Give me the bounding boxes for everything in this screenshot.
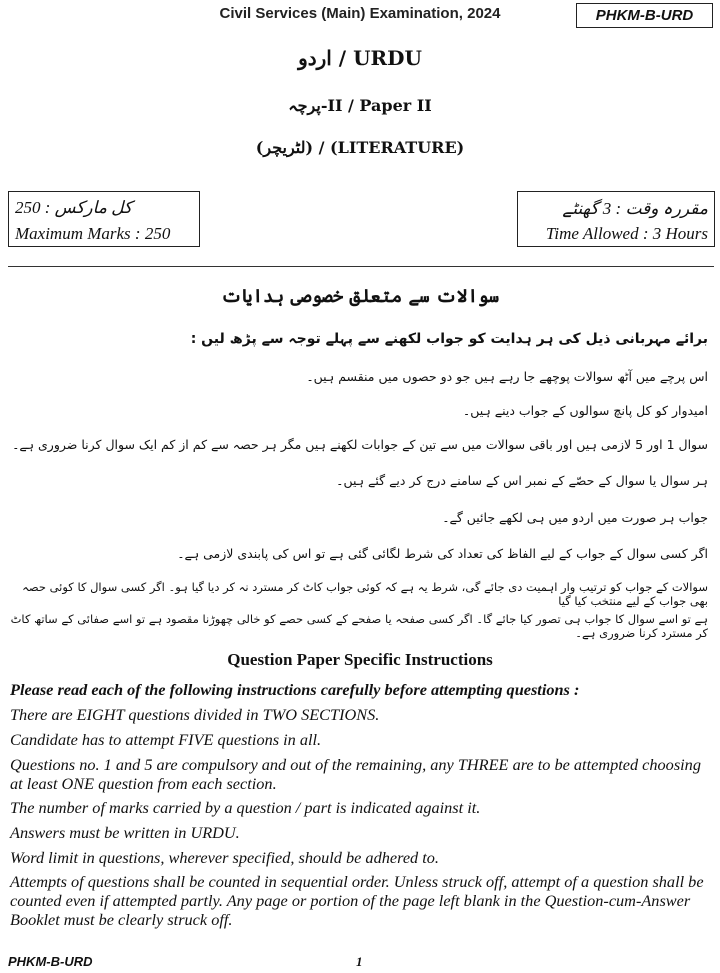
urdu-instruction-line: اگر کسی سوال کے جواب کے لیے الفاظ کی تعداد کی شرط لگائی گئی ہے تو اس کی پابندی لازمی ہے۔ <box>177 546 708 561</box>
urdu-instruction-line: جواب ہر صورت میں اردو میں ہی لکھے جائیں گے۔ <box>442 510 708 525</box>
time-box <box>517 191 715 247</box>
english-instruction-line: Questions no. 1 and 5 are compulsory and out of the remaining, any THREE are to be attempted choosing at least ONE question from each section. <box>10 755 701 793</box>
english-instructions-heading: Question Paper Specific Instructions <box>227 650 493 669</box>
marks-english: Maximum Marks : 250 <box>15 224 171 243</box>
marks-urdu: کل مارکس : 250 <box>15 198 133 217</box>
english-instruction-line: The number of marks carried by a question / part is indicated against it. <box>10 798 481 817</box>
english-instruction-line: Candidate has to attempt FIVE questions in all. <box>10 730 322 749</box>
english-instruction-line: Answers must be written in URDU. <box>10 823 240 842</box>
urdu-instruction-line: ہر سوال یا سوال کے حصّے کے نمبر اس کے سامنے درج کر دیے گئے ہیں۔ <box>336 473 708 488</box>
exam-title: Civil Services (Main) Examination, 2024 <box>219 5 501 22</box>
english-instruction-line: There are EIGHT questions divided in TWO SECTIONS. <box>10 705 380 724</box>
paper-title: پرچہ-II / Paper II <box>288 96 432 115</box>
urdu-instructions-intro: برائے مہربانی ذیل کی ہر ہدایت کو جواب لکھنے سے پہلے توجہ سے پڑھ لیں : <box>190 331 708 347</box>
english-instruction-line: Word limit in questions, wherever specified, should be adhered to. <box>10 848 439 867</box>
urdu-instruction-line: ہے تو اسے سوال کا جواب ہی تصور کیا جائے گا۔ اگر کسی صفحہ یا صفحے کے کسی حصے کو خالی چھوڑنا مقصود ہے تو اسے صفائی کے ساتھ کاٹ کر مسترد کرنا ضروری ہے۔ <box>10 612 708 640</box>
urdu-instruction-line: امیدوار کو کل پانچ سوالوں کے جواب دینے ہیں۔ <box>462 403 708 418</box>
paper-code-box: PHKM-B-URD <box>576 3 713 28</box>
section-title: (لٹریچر) / (LITERATURE) <box>255 138 465 157</box>
urdu-instruction-line: سوالات کے جواب کو ترتیب وار اہمیت دی جائے گی، شرط یہ ہے کہ کوئی جواب کاٹ کر مسترد نہ کر دیا گیا ہو۔ اگر کسی سوال کا کوئی حصہ بھی جواب کے لیے منتخب کیا گیا <box>22 580 708 608</box>
divider <box>8 266 714 267</box>
marks-box <box>8 191 200 247</box>
page-number: 1 <box>356 954 363 969</box>
urdu-instructions-heading: سوالات سے متعلق خصوصی ہدایات <box>220 286 500 307</box>
time-english: Time Allowed : 3 Hours <box>545 224 708 243</box>
english-instructions-intro: Please read each of the following instructions carefully before attempting questions : <box>10 680 580 699</box>
time-urdu: مقررہ وقت : 3 گھنٹے <box>562 199 708 218</box>
footer-paper-code: PHKM-B-URD <box>8 954 93 969</box>
subject-title: اردو / URDU <box>298 46 422 70</box>
urdu-instruction-line: اس پرچے میں آٹھ سوالات پوچھے جا رہے ہیں جو دو حصوں میں منقسم ہیں۔ <box>306 369 708 384</box>
english-instruction-line: Attempts of questions shall be counted in sequential order. Unless struck off, attempt of a question shall be counted even if attempted partly. Any page or portion of the page left blank in the Question-cum-Answer Booklet must be clearly struck off. <box>10 872 704 929</box>
urdu-instruction-line: سوال 1 اور 5 لازمی ہیں اور باقی سوالات میں سے تین کے جوابات لکھنے ہیں مگر ہر حصہ سے کم از کم ایک سوال کرنا ضروری ہے۔ <box>12 437 708 452</box>
